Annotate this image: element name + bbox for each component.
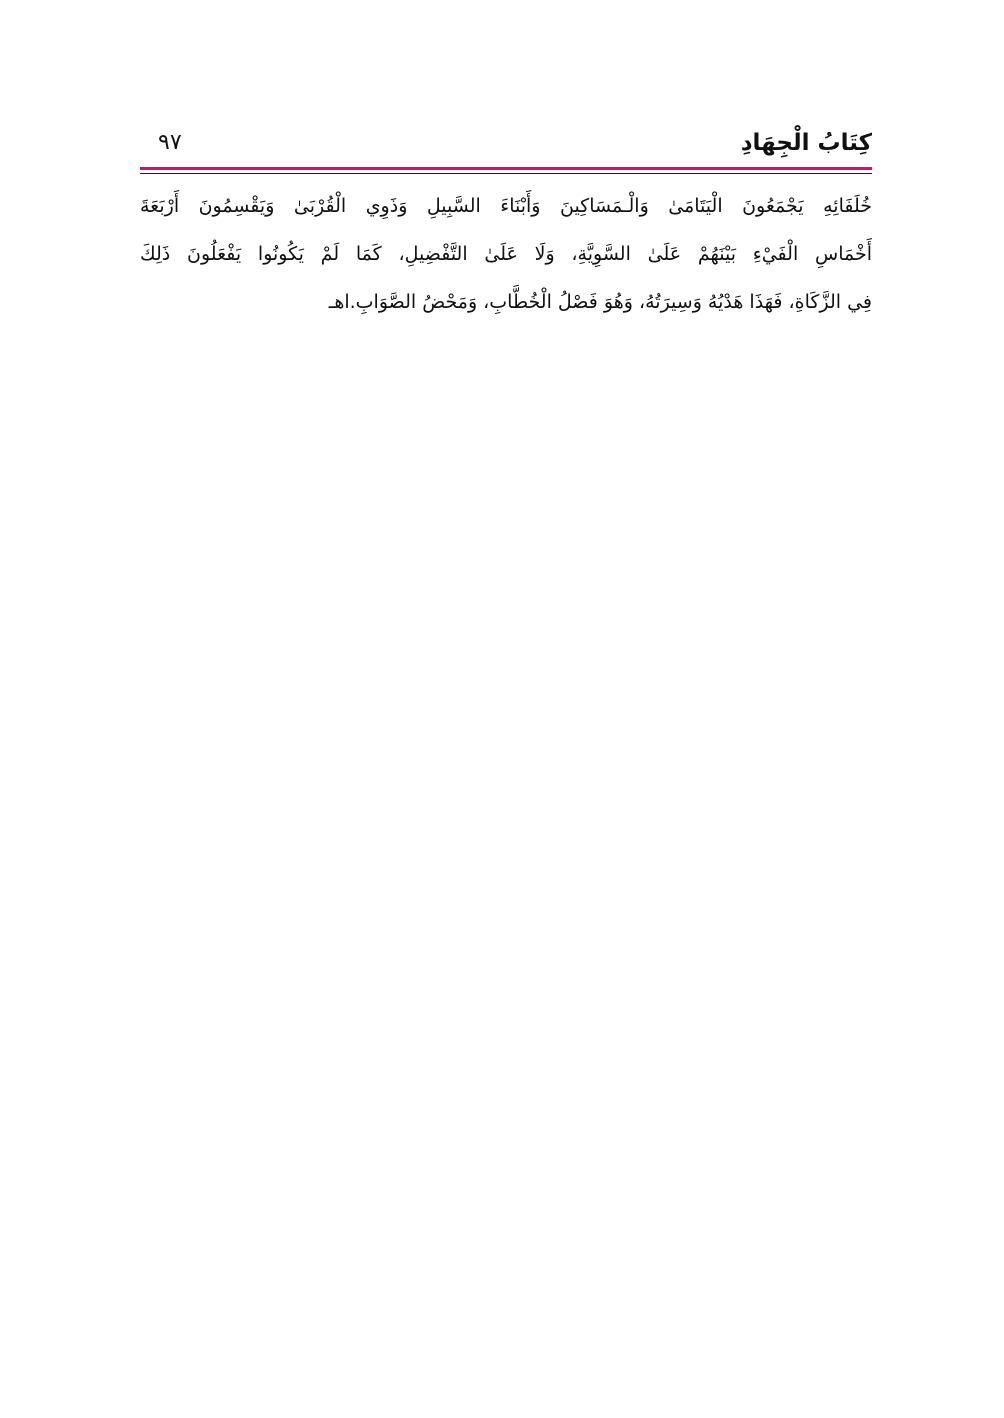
book-title: كِتَابُ الْجِهَادِ — [740, 130, 872, 156]
text-line-2: أَخْمَاسِ الْفَيْءِ بَيْنَهُمْ عَلَىٰ السَّوِيَّةِ، وَلَا عَلَىٰ التَّفْضِيلِ، كَمَا لَمْ يَكُونُوا يَفْعَلُونَ ذَلِكَ — [140, 243, 872, 265]
text-line-3: فِي الزَّكَاةِ، فَهَذَا هَدْيُهُ وَسِيرَتُهُ، وَهُوَ فَصْلُ الْخُطَّابِ، وَمَحْضُ الصَّوَابِ.اهـ — [328, 291, 872, 313]
header-rule-thin — [140, 173, 872, 174]
running-header — [140, 122, 872, 166]
text-line-1: خُلَفَائِهِ يَجْمَعُونَ الْيَتَامَىٰ وَالْـمَسَاكِينَ وَأَبْنَاءَ السَّبِيلِ وَذَوِي الْقُرْبَىٰ وَيَقْسِمُونَ أَرْبَعَةَ — [140, 195, 872, 217]
body-text — [140, 182, 872, 326]
header-rule-accent — [140, 167, 872, 170]
page-number: ٩٧ — [158, 130, 182, 155]
